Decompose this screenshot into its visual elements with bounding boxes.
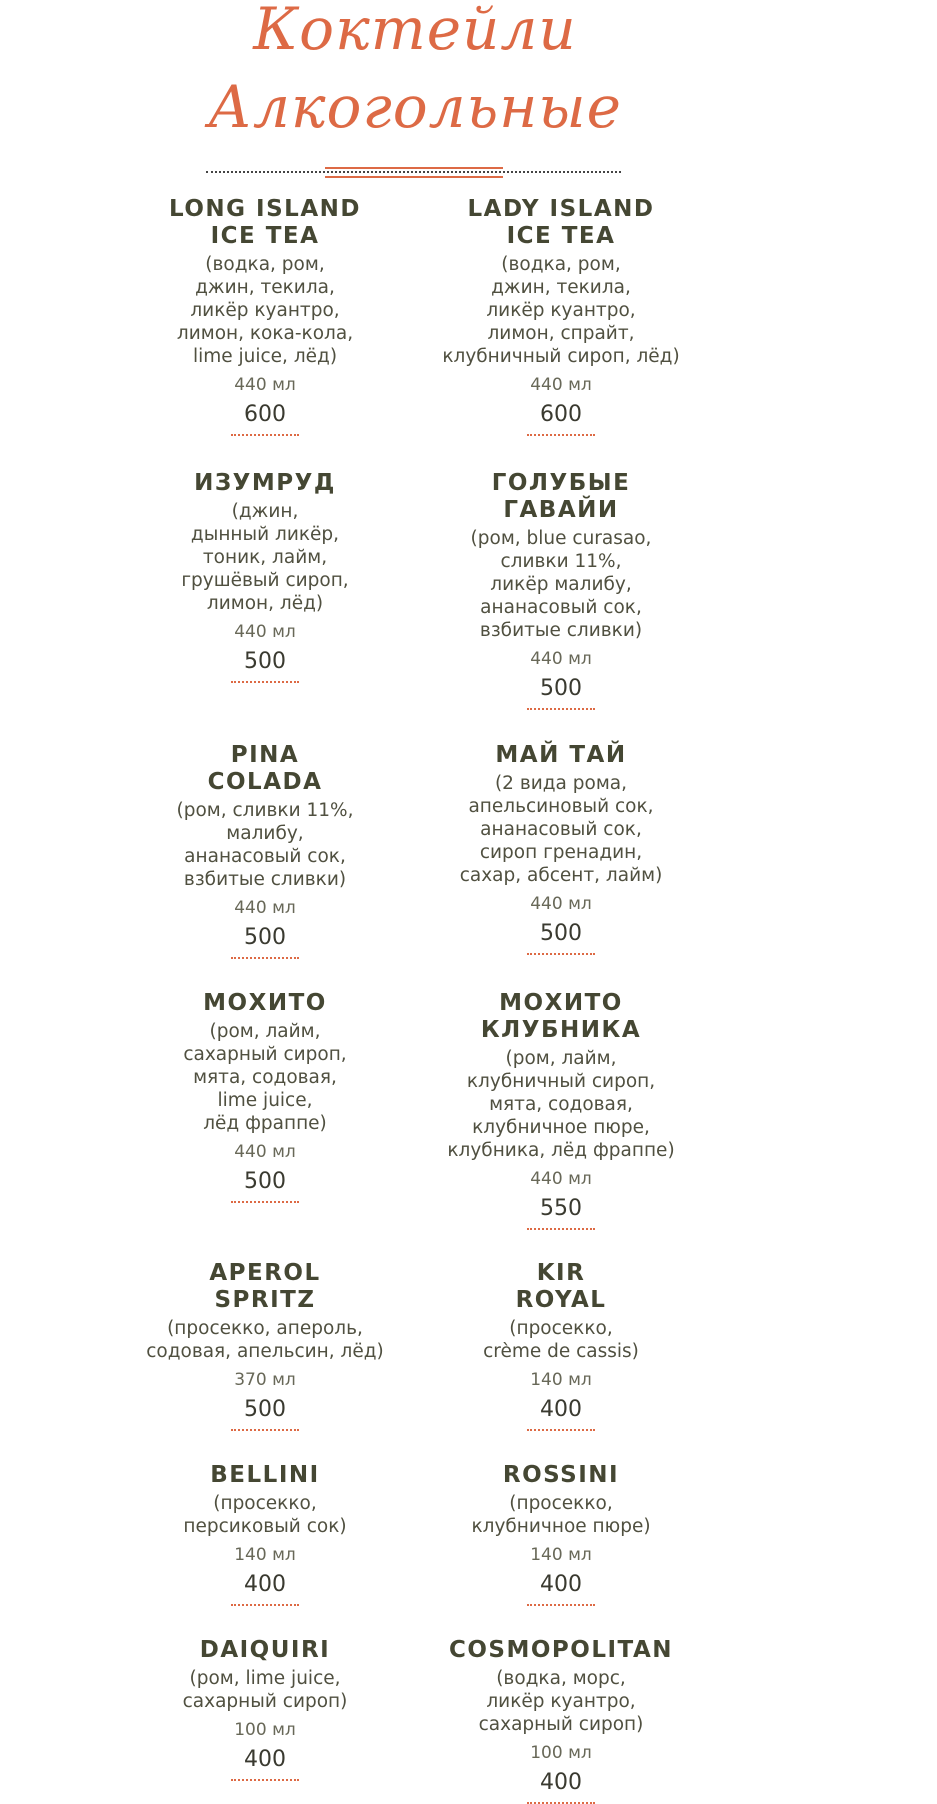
item-ingredients: (ром, сливки 11%, малибу, ананасовый сок, взбитые сливки) xyxy=(176,800,354,890)
divider-dotted-line xyxy=(206,171,621,173)
menu-title-line2: Алкогольные xyxy=(208,73,622,141)
item-separator xyxy=(231,434,299,436)
item-name: COSMOPOLITAN xyxy=(448,1637,673,1663)
item-separator xyxy=(527,1604,595,1606)
item-price: 500 xyxy=(244,925,286,950)
item-name: DAIQUIRI xyxy=(199,1637,331,1663)
item-name: ГОЛУБЫЕ ГАВАЙИ xyxy=(491,470,631,523)
item-separator xyxy=(231,957,299,959)
item-ingredients: (водка, морс, ликёр куантро, сахарный сироп) xyxy=(478,1668,644,1735)
divider-accent-bar xyxy=(325,176,503,178)
item-ingredients: (ром, lime juice, сахарный сироп) xyxy=(182,1668,348,1712)
item-ingredients: (джин, дынный ликёр, тоник, лайм, грушёвый сироп, лимон, лёд) xyxy=(181,501,349,614)
item-ingredients: (2 вида рома, апельсиновый сок, ананасовый сок, сироп гренадин, сахар, абсент, лайм) xyxy=(459,773,663,886)
item-name: LONG ISLAND ICE TEA xyxy=(169,196,361,249)
item-price: 500 xyxy=(244,649,286,674)
divider-accent-bar xyxy=(325,167,503,169)
menu-item xyxy=(120,470,410,683)
item-name: APEROL SPRITZ xyxy=(209,1260,321,1313)
item-ingredients: (водка, ром, джин, текила, ликёр куантро, лимон, кока-кола, lime juice, лёд) xyxy=(176,254,354,367)
item-volume: 140 мл xyxy=(234,1545,296,1565)
menu-item xyxy=(416,1462,706,1606)
item-price: 400 xyxy=(540,1572,582,1597)
item-name: МОХИТО xyxy=(203,990,327,1016)
item-name: LADY ISLAND ICE TEA xyxy=(467,196,655,249)
item-price: 600 xyxy=(244,402,286,427)
item-volume: 440 мл xyxy=(530,375,592,395)
item-separator xyxy=(527,434,595,436)
item-ingredients: (просекко, crème de cassis) xyxy=(483,1318,639,1362)
menu-item xyxy=(120,990,410,1203)
menu-item xyxy=(416,742,706,955)
item-ingredients: (просекко, клубничное пюре) xyxy=(471,1493,651,1537)
item-separator xyxy=(231,1429,299,1431)
item-volume: 440 мл xyxy=(530,649,592,669)
menu-item xyxy=(416,1260,706,1431)
title-divider xyxy=(206,167,621,179)
item-price: 400 xyxy=(540,1397,582,1422)
item-separator xyxy=(527,1228,595,1230)
item-price: 500 xyxy=(244,1397,286,1422)
menu-item xyxy=(120,196,410,436)
item-ingredients: (просекко, апероль, содовая, апельсин, лёд) xyxy=(146,1318,384,1362)
menu-item xyxy=(120,1462,410,1606)
item-name: ROSSINI xyxy=(502,1462,620,1488)
item-volume: 140 мл xyxy=(530,1545,592,1565)
item-price: 400 xyxy=(244,1747,286,1772)
menu-item xyxy=(120,1637,410,1781)
item-name: PINA COLADA xyxy=(207,742,323,795)
item-price: 500 xyxy=(244,1169,286,1194)
item-separator xyxy=(527,953,595,955)
item-price: 600 xyxy=(540,402,582,427)
item-separator xyxy=(527,1429,595,1431)
menu-item xyxy=(416,196,706,436)
item-volume: 440 мл xyxy=(234,1142,296,1162)
item-separator xyxy=(231,1201,299,1203)
menu-item xyxy=(120,1260,410,1431)
item-price: 400 xyxy=(540,1770,582,1795)
item-separator xyxy=(231,681,299,683)
item-volume: 440 мл xyxy=(530,894,592,914)
item-price: 400 xyxy=(244,1572,286,1597)
menu-title-line1: Коктейли xyxy=(253,0,577,63)
menu-item xyxy=(416,990,706,1230)
item-volume: 100 мл xyxy=(530,1743,592,1763)
item-volume: 440 мл xyxy=(234,375,296,395)
menu-item xyxy=(416,1637,706,1804)
menu-item xyxy=(416,470,706,710)
item-volume: 440 мл xyxy=(530,1169,592,1189)
item-ingredients: (водка, ром, джин, текила, ликёр куантро, лимон, спрайт, клубничный сироп, лёд) xyxy=(442,254,680,367)
item-ingredients: (ром, лайм, клубничный сироп, мята, содовая, клубничное пюре, клубника, лёд фраппе) xyxy=(447,1048,675,1161)
item-volume: 370 мл xyxy=(234,1370,296,1390)
item-name: KIR ROYAL xyxy=(515,1260,607,1313)
item-volume: 440 мл xyxy=(234,622,296,642)
item-volume: 140 мл xyxy=(530,1370,592,1390)
item-name: МАЙ ТАЙ xyxy=(495,742,627,768)
item-price: 500 xyxy=(540,921,582,946)
item-ingredients: (просекко, персиковый сок) xyxy=(183,1493,347,1537)
item-price: 550 xyxy=(540,1196,582,1221)
item-separator xyxy=(231,1779,299,1781)
item-name: МОХИТО КЛУБНИКА xyxy=(480,990,642,1043)
item-separator xyxy=(527,708,595,710)
item-ingredients: (ром, blue curasao, сливки 11%, ликёр малибу, ананасовый сок, взбитые сливки) xyxy=(470,528,652,641)
menu-item xyxy=(120,742,410,959)
item-separator xyxy=(231,1604,299,1606)
item-name: BELLINI xyxy=(210,1462,320,1488)
item-volume: 100 мл xyxy=(234,1720,296,1740)
item-ingredients: (ром, лайм, сахарный сироп, мята, содовая, lime juice, лёд фраппе) xyxy=(183,1021,347,1134)
item-price: 500 xyxy=(540,676,582,701)
item-name: ИЗУМРУД xyxy=(194,470,336,496)
item-volume: 440 мл xyxy=(234,898,296,918)
